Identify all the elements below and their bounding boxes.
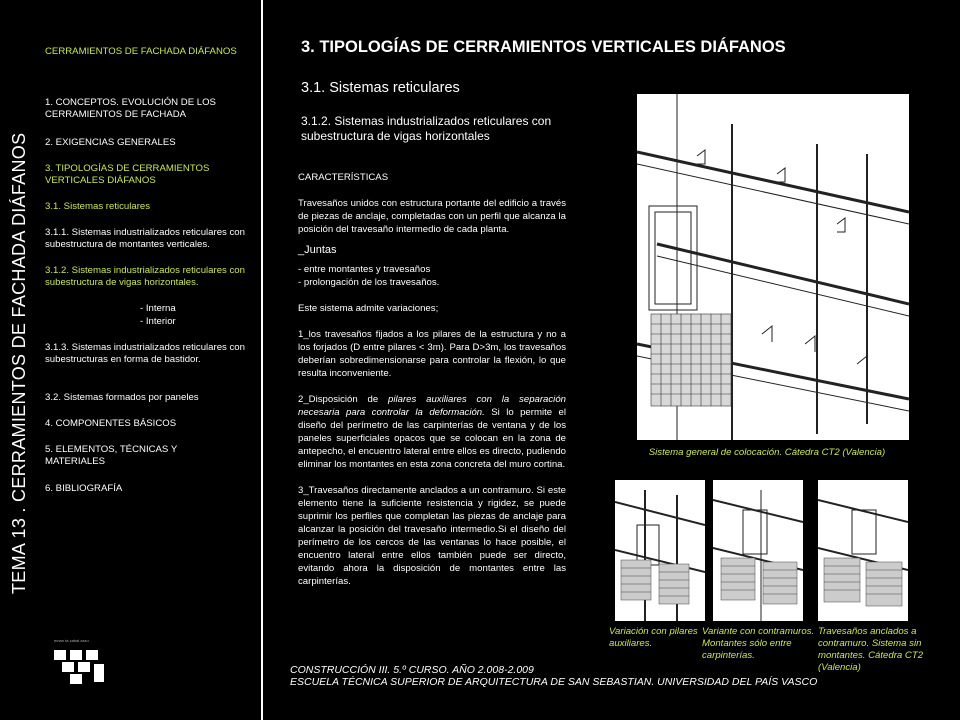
vertical-divider xyxy=(261,0,263,720)
thumbnail-contramuros-montantes xyxy=(713,480,803,621)
paragraph-description: Travesaños unidos con estructura portante del edificio a través de piezas de anclaje, completadas con un perfil que alcanza la posición del travesaño intermedio de cada planta. xyxy=(298,198,566,235)
thumbnail-pilares-auxiliares xyxy=(615,480,705,621)
thumbnail-travesanos-contramuro xyxy=(818,480,908,621)
footer xyxy=(290,664,817,688)
university-logo xyxy=(50,636,110,686)
sidebar-item-elementos[interactable]: 5. ELEMENTOS, TÉCNICAS Y MATERIALES xyxy=(45,444,178,467)
sidebar-item-3-1-2[interactable]: 3.1.2. Sistemas industrializados reticulares con subestructura de vigas horizontales. xyxy=(45,265,245,288)
juntas-heading: _Juntas xyxy=(298,244,337,256)
main-figure-curtain-wall xyxy=(637,94,909,440)
sidebar-item-3-1-3[interactable]: 3.1.3. Sistemas industrializados reticulares con subestructuras en forma de bastidor. xyxy=(45,342,245,365)
sidebar-item-bibliografia[interactable]: 6. BIBLIOGRAFÍA xyxy=(45,483,123,494)
sidebar-item-interna[interactable]: - Interna xyxy=(140,303,176,314)
variation-1: 1_los travesaños fijados a los pilares de la estructura y no a los forjados (D entre pilares < 3m). Para D>3m, los travesaños deberían sobredimensionarse para controlar la flexión, lo que resulta inconveniente. xyxy=(298,329,566,379)
juntas-item-1: - entre montantes y travesaños xyxy=(298,264,431,275)
vertical-title: TEMA 13 . CERRAMIENTOS DE FACHADA DIÁFANOS xyxy=(9,132,29,594)
sidebar-item-exigencias[interactable]: 2. EXIGENCIAS GENERALES xyxy=(45,137,176,148)
variations-intro: Este sistema admite variaciones; xyxy=(298,303,439,314)
body-text xyxy=(298,171,566,588)
footer-course-line: CONSTRUCCIÓN III. 5.º CURSO. AÑO 2.008-2.009 xyxy=(290,664,534,676)
characteristics-heading: CARACTERÍSTICAS xyxy=(298,172,389,183)
subsection-title: 3.1.2. Sistemas industrializados reticulares con subestructura de vigas horizontales xyxy=(301,114,552,143)
juntas-item-2: - prolongación de los travesaños. xyxy=(298,277,440,288)
sidebar-item-sistemas-reticulares[interactable]: 3.1. Sistemas reticulares xyxy=(45,201,151,212)
logo-motto: eman ta zabal zazu xyxy=(54,638,89,643)
sidebar-item-interior[interactable]: - Interior xyxy=(140,316,176,327)
footer-school-line: ESCUELA TÉCNICA SUPERIOR DE ARQUITECTURA DE SAN SEBASTIAN. UNIVERSIDAD DEL PAÍS VASCO xyxy=(290,676,818,688)
sidebar-item-tipologias[interactable]: 3. TIPOLOGÍAS DE CERRAMIENTOS VERTICALES DIÁFANOS xyxy=(45,163,210,186)
section-subtitle: 3.1. Sistemas reticulares xyxy=(301,80,460,96)
sidebar-heading: CERRAMIENTOS DE FACHADA DIÁFANOS xyxy=(45,46,237,57)
main-figure-caption: Sistema general de colocación. Cátedra CT2 (Valencia) xyxy=(648,447,886,458)
sidebar-item-conceptos[interactable]: 1. CONCEPTOS. EVOLUCIÓN DE LOS CERRAMIENTOS DE FACHADA xyxy=(45,97,216,120)
variation-2: 2_Disposición de pilares auxiliares con la separación necesaria para controlar la deformación. Si lo permite el diseño del perímetro de las carpinterías de ventana y de los paneles superficiales opacos que se colocan en la zona de antepecho, el encuentro lateral entre ellos es directo, pudiendo eliminar los montantes en esta zona concreta del muro cortina. xyxy=(298,394,566,470)
page-title: 3. TIPOLOGÍAS DE CERRAMIENTOS VERTICALES DIÁFANOS xyxy=(301,38,786,56)
variation-3: 3_Travesaños directamente anclados a un contramuro. Si este elemento tiene la suficiente resistencia y rigidez, se puede suprimir los perfiles que completan las piezas de anclaje para alcanzar la posición del travesaño intermedio.Si el diseño del perímetro de los cercos de las ventanas lo hace posible, el encuentro lateral entre ellos también puede ser directo, evitando ahora la disposición de montantes entre las carpinterías. xyxy=(298,485,566,587)
sidebar-item-3-1-1[interactable]: 3.1.1. Sistemas industrializados reticulares con subestructura de montantes verticales. xyxy=(45,227,245,250)
thumbnail-caption-3: Travesaños anclados a contramuro. Sistema sin montantes. Cátedra CT2 (Valencia) xyxy=(818,626,924,673)
sidebar-item-componentes[interactable]: 4. COMPONENTES BÁSICOS xyxy=(45,418,177,429)
sidebar-item-3-2[interactable]: 3.2. Sistemas formados por paneles xyxy=(45,392,199,403)
thumbnail-caption-1: Variación con pilares auxiliares. xyxy=(609,626,698,649)
thumbnail-caption-2: Variante con contramuros. Montantes sólo entre carpinterías. xyxy=(702,626,815,661)
